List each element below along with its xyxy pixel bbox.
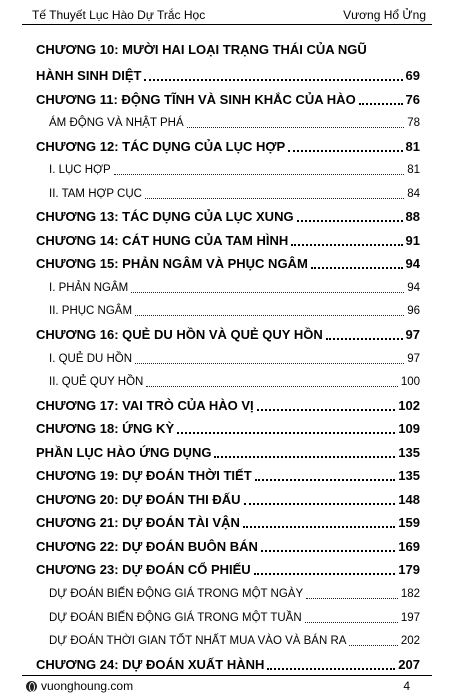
toc-entry[interactable] xyxy=(36,510,420,534)
toc-entry-title: CHƯƠNG 22: DỰ ĐOÁN BUÔN BÁN xyxy=(36,538,258,554)
toc-subentry[interactable] xyxy=(36,345,420,369)
dot-leader xyxy=(243,526,395,528)
dot-leader xyxy=(306,598,398,599)
website-label: vuonghoung.com xyxy=(41,679,134,693)
toc-entry-title: II. QUẺ QUY HỒN xyxy=(49,376,144,389)
toc-entry-title: DỰ ĐOÁN THỜI GIAN TỐT NHẤT MUA VÀO VÀ BÁN RA xyxy=(49,635,347,648)
toc-subentry[interactable] xyxy=(36,110,420,134)
toc-subentry[interactable] xyxy=(36,298,420,322)
toc-page-number: 197 xyxy=(400,611,420,624)
toc-entry-title: II. PHỤC NGÂM xyxy=(49,305,133,318)
toc-subentry[interactable] xyxy=(36,274,420,298)
toc-entry[interactable] xyxy=(36,533,420,557)
toc-page-number: 102 xyxy=(398,397,420,413)
toc-entry-title: DỰ ĐOÁN BIẾN ĐỘNG GIÁ TRONG MỘT TUẦN xyxy=(49,611,302,624)
toc-page-number: 179 xyxy=(398,562,420,578)
footer-divider xyxy=(22,675,432,676)
dot-leader xyxy=(291,244,402,246)
toc-entry-title: CHƯƠNG 19: DỰ ĐOÁN THỜI TIẾT xyxy=(36,468,252,484)
dot-leader xyxy=(145,198,404,199)
toc-page-number: 109 xyxy=(398,421,420,437)
toc-entry[interactable] xyxy=(36,133,420,157)
toc-page-number: 202 xyxy=(400,635,420,648)
toc-subentry[interactable] xyxy=(36,369,420,393)
toc-entry-title: CHƯƠNG 18: ỨNG KỲ xyxy=(36,421,175,437)
toc-entry[interactable] xyxy=(36,651,420,675)
toc-page-number: 207 xyxy=(398,656,420,672)
toc-page-number: 94 xyxy=(407,281,420,294)
dot-leader xyxy=(135,315,404,316)
dot-leader xyxy=(267,668,395,670)
toc-subentry[interactable] xyxy=(36,157,420,181)
toc-entry[interactable] xyxy=(36,557,420,581)
page-footer xyxy=(26,678,428,694)
website-link[interactable] xyxy=(26,678,133,694)
toc-entry-title: CHƯƠNG 16: QUẺ DU HỒN VÀ QUẺ QUY HỒN xyxy=(36,327,323,343)
dot-leader xyxy=(114,174,405,175)
dot-leader xyxy=(297,220,403,222)
toc-entry[interactable] xyxy=(36,227,420,251)
toc-entry-title: CHƯƠNG 23: DỰ ĐOÁN CỔ PHIẾU xyxy=(36,562,251,578)
toc-page-number: 96 xyxy=(407,305,420,318)
toc-page-number: 135 xyxy=(398,444,420,460)
toc-page-number: 182 xyxy=(400,588,420,601)
toc-entry[interactable] xyxy=(36,86,420,110)
toc-entry-title: CHƯƠNG 24: DỰ ĐOÁN XUẤT HÀNH xyxy=(36,656,265,672)
toc-page-number: 94 xyxy=(405,256,420,272)
dot-leader xyxy=(131,292,404,293)
toc-subentry[interactable] xyxy=(36,580,420,604)
toc-subentry[interactable] xyxy=(36,628,420,652)
dot-leader xyxy=(177,432,395,434)
toc-page-number: 100 xyxy=(400,376,420,389)
toc-page-number: 159 xyxy=(398,515,420,531)
toc-entry-title: CHƯƠNG 11: ĐỘNG TĨNH VÀ SINH KHẮC CỦA HÀO xyxy=(36,91,356,107)
toc-entry[interactable] xyxy=(36,486,420,510)
dot-leader xyxy=(261,550,395,552)
dot-leader xyxy=(254,573,396,575)
dot-leader xyxy=(257,409,396,411)
toc-page-number: 84 xyxy=(407,187,420,200)
toc-entry[interactable] xyxy=(36,439,420,463)
dot-leader xyxy=(146,386,397,387)
toc-entry-title: ÁM ĐỘNG VÀ NHẬT PHÁ xyxy=(49,117,184,130)
dot-leader xyxy=(311,267,403,269)
toc-entry[interactable] xyxy=(36,416,420,440)
toc-entry[interactable] xyxy=(36,463,420,487)
dot-leader xyxy=(244,503,396,505)
page-number: 4 xyxy=(403,679,410,693)
toc-subentry[interactable] xyxy=(36,180,420,204)
toc-entry-title: CHƯƠNG 17: VAI TRÒ CỦA HÀO VỊ xyxy=(36,397,254,413)
dot-leader xyxy=(214,456,395,458)
dot-leader xyxy=(326,338,403,340)
toc-entry-title: I. QUẺ DU HỒN xyxy=(49,352,133,365)
toc-page-number: 169 xyxy=(398,538,420,554)
toc-entry-title: I. PHẢN NGÂM xyxy=(49,281,129,294)
toc-entry-title: CHƯƠNG 13: TÁC DỤNG CỦA LỤC XUNG xyxy=(36,209,294,225)
toc-page-number: 76 xyxy=(405,91,420,107)
toc-entry-title: CHƯƠNG 10: MƯỜI HAI LOẠI TRẠNG THÁI CỦA NGŨ xyxy=(36,42,367,57)
toc-entry[interactable] xyxy=(36,392,420,416)
toc-page-number: 78 xyxy=(407,117,420,130)
toc-page-number: 88 xyxy=(405,209,420,225)
dot-leader xyxy=(255,479,396,481)
toc-page-number: 135 xyxy=(398,468,420,484)
toc-page-number: 148 xyxy=(398,491,420,507)
toc-entry-title: I. LỤC HỢP xyxy=(49,164,111,177)
toc-entry-title: PHẦN LỤC HÀO ỨNG DỤNG xyxy=(36,444,212,460)
toc-page-number: 81 xyxy=(407,164,420,177)
dot-leader xyxy=(359,103,403,105)
dot-leader xyxy=(187,127,405,128)
toc-entry-title: CHƯƠNG 14: CÁT HUNG CỦA TAM HÌNH xyxy=(36,232,289,248)
toc-subentry[interactable] xyxy=(36,604,420,628)
toc-page-number: 81 xyxy=(405,138,420,154)
toc-entry-title: CHƯƠNG 21: DỰ ĐOÁN TÀI VẬN xyxy=(36,515,240,531)
toc-entry-title-continued: HÀNH SINH DIỆT xyxy=(36,68,142,83)
toc-entry[interactable] xyxy=(36,204,420,228)
toc-entry-title: CHƯƠNG 20: DỰ ĐOÁN THI ĐẤU xyxy=(36,491,241,507)
toc-page-number: 91 xyxy=(405,232,420,248)
author-name: Vương Hổ Ửng xyxy=(343,8,426,22)
dot-leader xyxy=(305,622,398,623)
toc-entry[interactable] xyxy=(36,321,420,345)
toc-entry[interactable] xyxy=(36,40,420,86)
globe-icon xyxy=(26,681,37,692)
toc-entry-title: CHƯƠNG 12: TÁC DỤNG CỦA LỤC HỢP xyxy=(36,138,286,154)
toc-entry-title: CHƯƠNG 15: PHẢN NGÂM VÀ PHỤC NGÂM xyxy=(36,256,308,272)
table-of-contents xyxy=(36,40,420,675)
toc-page-number: 69 xyxy=(405,68,420,83)
dot-leader xyxy=(349,645,397,646)
page-header xyxy=(22,6,432,25)
toc-entry-title: II. TAM HỢP CỤC xyxy=(49,187,142,200)
dot-leader xyxy=(288,150,402,152)
toc-page-number: 97 xyxy=(405,327,420,343)
toc-entry[interactable] xyxy=(36,251,420,275)
book-title: Tế Thuyết Lục Hào Dự Trắc Học xyxy=(32,8,206,22)
dot-leader xyxy=(144,79,402,81)
toc-page-number: 97 xyxy=(407,352,420,365)
dot-leader xyxy=(135,363,404,364)
toc-entry-title: DỰ ĐOÁN BIẾN ĐỘNG GIÁ TRONG MỘT NGÀY xyxy=(49,588,304,601)
